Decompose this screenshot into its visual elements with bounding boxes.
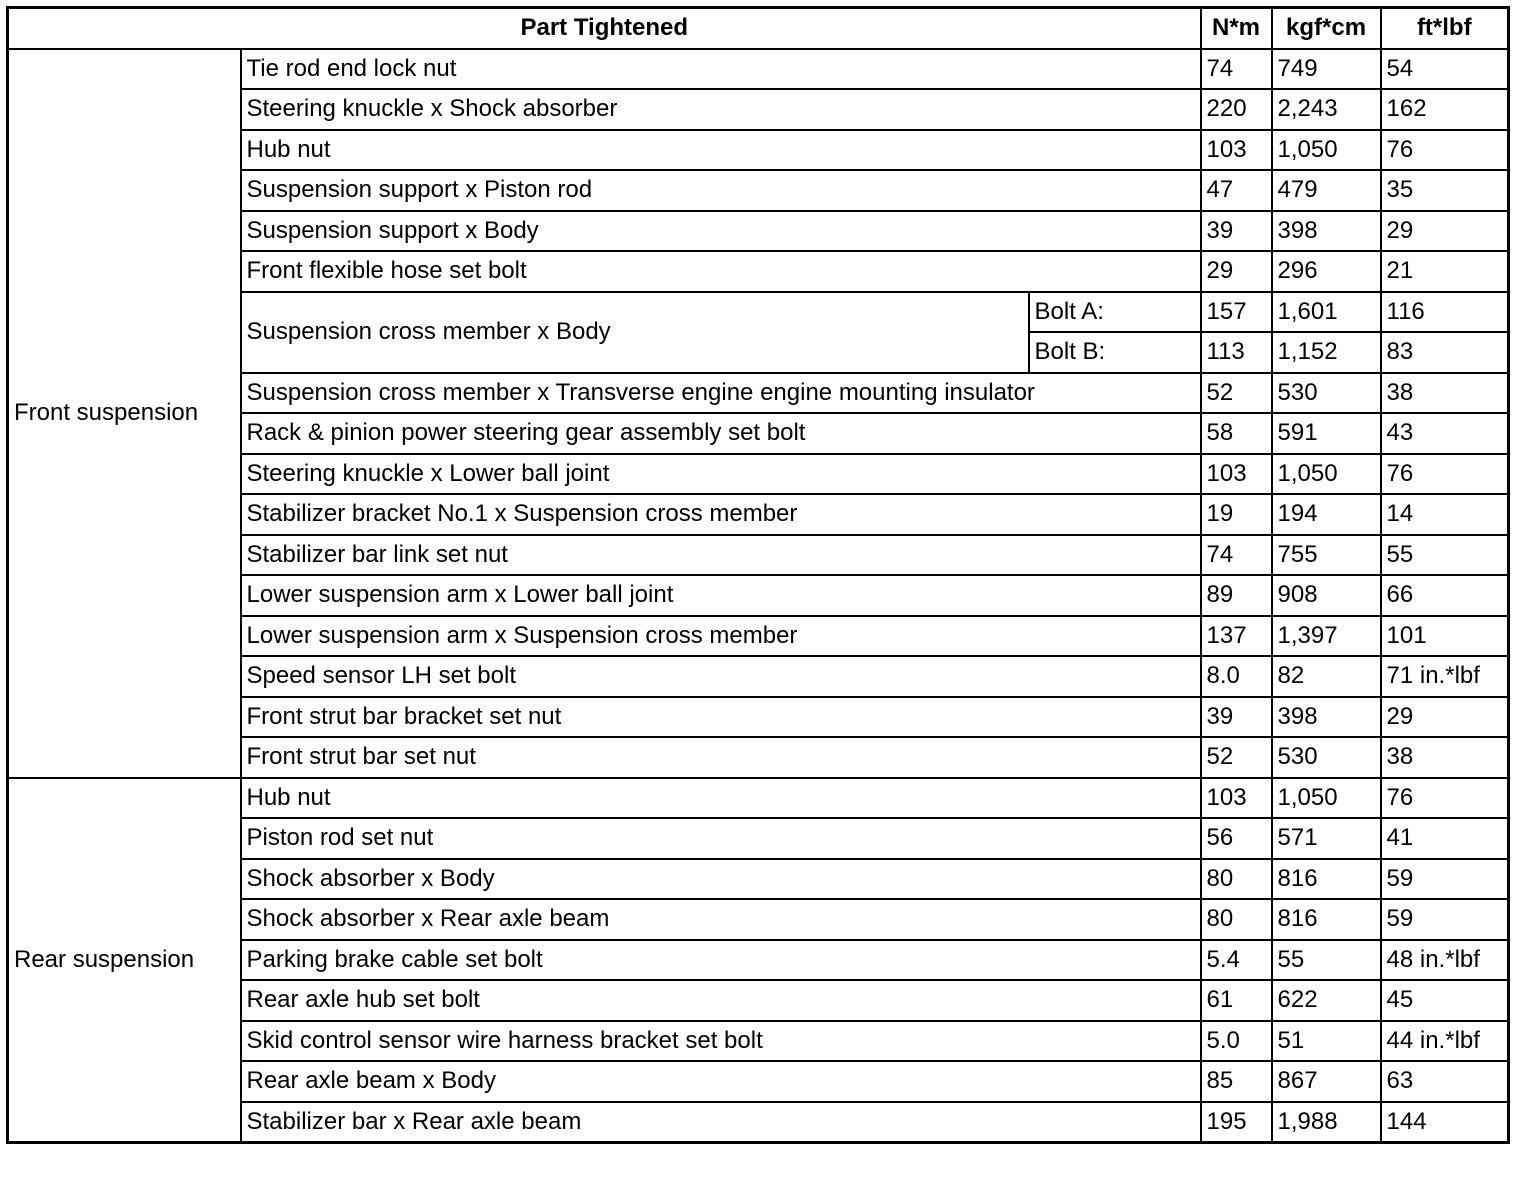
header-ftlbf: ft*lbf (1381, 8, 1509, 49)
nm-cell: 58 (1201, 413, 1272, 454)
part-cell: Rear axle beam x Body (241, 1061, 1201, 1102)
ftlbf-cell: 43 (1381, 413, 1509, 454)
kgfcm-cell: 1,050 (1272, 778, 1381, 819)
part-cell: Rear axle hub set bolt (241, 980, 1201, 1021)
nm-cell: 103 (1201, 778, 1272, 819)
kgfcm-cell: 55 (1272, 940, 1381, 981)
kgfcm-cell: 816 (1272, 859, 1381, 900)
part-cell: Piston rod set nut (241, 818, 1201, 859)
kgfcm-cell: 1,397 (1272, 616, 1381, 657)
group-rear-suspension: Rear suspension (8, 778, 241, 1143)
nm-cell: 74 (1201, 535, 1272, 576)
part-cell: Lower suspension arm x Suspension cross member (241, 616, 1201, 657)
nm-cell: 5.0 (1201, 1021, 1272, 1062)
part-cell: Stabilizer bracket No.1 x Suspension cross member (241, 494, 1201, 535)
ftlbf-cell: 54 (1381, 49, 1509, 90)
nm-cell: 220 (1201, 89, 1272, 130)
part-cell-cross-member-body: Suspension cross member x Body (241, 292, 1029, 373)
nm-cell: 157 (1201, 292, 1272, 333)
kgfcm-cell: 749 (1272, 49, 1381, 90)
nm-cell: 5.4 (1201, 940, 1272, 981)
group-front-suspension: Front suspension (8, 49, 241, 778)
kgfcm-cell: 82 (1272, 656, 1381, 697)
part-cell: Suspension support x Piston rod (241, 170, 1201, 211)
nm-cell: 52 (1201, 737, 1272, 778)
ftlbf-cell: 71 in.*lbf (1381, 656, 1509, 697)
header-part-tightened: Part Tightened (8, 8, 1201, 49)
part-cell: Suspension support x Body (241, 211, 1201, 252)
kgfcm-cell: 398 (1272, 211, 1381, 252)
kgfcm-cell: 908 (1272, 575, 1381, 616)
ftlbf-cell: 162 (1381, 89, 1509, 130)
kgfcm-cell: 755 (1272, 535, 1381, 576)
kgfcm-cell: 51 (1272, 1021, 1381, 1062)
ftlbf-cell: 63 (1381, 1061, 1509, 1102)
nm-cell: 8.0 (1201, 656, 1272, 697)
kgfcm-cell: 530 (1272, 737, 1381, 778)
nm-cell: 103 (1201, 130, 1272, 171)
nm-cell: 80 (1201, 899, 1272, 940)
nm-cell: 137 (1201, 616, 1272, 657)
ftlbf-cell: 83 (1381, 332, 1509, 373)
ftlbf-cell: 48 in.*lbf (1381, 940, 1509, 981)
ftlbf-cell: 14 (1381, 494, 1509, 535)
kgfcm-cell: 1,988 (1272, 1102, 1381, 1143)
kgfcm-cell: 591 (1272, 413, 1381, 454)
ftlbf-cell: 76 (1381, 130, 1509, 171)
part-cell: Steering knuckle x Shock absorber (241, 89, 1201, 130)
kgfcm-cell: 622 (1272, 980, 1381, 1021)
nm-cell: 29 (1201, 251, 1272, 292)
nm-cell: 80 (1201, 859, 1272, 900)
nm-cell: 39 (1201, 697, 1272, 738)
nm-cell: 113 (1201, 332, 1272, 373)
nm-cell: 61 (1201, 980, 1272, 1021)
kgfcm-cell: 2,243 (1272, 89, 1381, 130)
torque-spec-table (6, 6, 1510, 1144)
part-cell: Front strut bar bracket set nut (241, 697, 1201, 738)
ftlbf-cell: 41 (1381, 818, 1509, 859)
nm-cell: 19 (1201, 494, 1272, 535)
nm-cell: 103 (1201, 454, 1272, 495)
nm-cell: 85 (1201, 1061, 1272, 1102)
header-nm: N*m (1201, 8, 1272, 49)
part-cell: Front flexible hose set bolt (241, 251, 1201, 292)
nm-cell: 89 (1201, 575, 1272, 616)
part-cell: Rack & pinion power steering gear assembly set bolt (241, 413, 1201, 454)
ftlbf-cell: 44 in.*lbf (1381, 1021, 1509, 1062)
header-row (8, 8, 1509, 49)
part-cell: Hub nut (241, 130, 1201, 171)
ftlbf-cell: 59 (1381, 859, 1509, 900)
nm-cell: 74 (1201, 49, 1272, 90)
part-cell: Hub nut (241, 778, 1201, 819)
ftlbf-cell: 116 (1381, 292, 1509, 333)
kgfcm-cell: 571 (1272, 818, 1381, 859)
ftlbf-cell: 29 (1381, 211, 1509, 252)
ftlbf-cell: 76 (1381, 778, 1509, 819)
part-cell: Stabilizer bar x Rear axle beam (241, 1102, 1201, 1143)
part-cell: Suspension cross member x Transverse engine engine mounting insulator (241, 373, 1201, 414)
nm-cell: 56 (1201, 818, 1272, 859)
ftlbf-cell: 38 (1381, 737, 1509, 778)
kgfcm-cell: 1,152 (1272, 332, 1381, 373)
kgfcm-cell: 530 (1272, 373, 1381, 414)
part-cell: Steering knuckle x Lower ball joint (241, 454, 1201, 495)
part-cell: Parking brake cable set bolt (241, 940, 1201, 981)
kgfcm-cell: 1,050 (1272, 130, 1381, 171)
kgfcm-cell: 194 (1272, 494, 1381, 535)
part-cell: Tie rod end lock nut (241, 49, 1201, 90)
ftlbf-cell: 29 (1381, 697, 1509, 738)
part-cell: Skid control sensor wire harness bracket set bolt (241, 1021, 1201, 1062)
kgfcm-cell: 1,601 (1272, 292, 1381, 333)
ftlbf-cell: 55 (1381, 535, 1509, 576)
bolt-a-label: Bolt A: (1029, 292, 1201, 333)
kgfcm-cell: 1,050 (1272, 454, 1381, 495)
bolt-b-label: Bolt B: (1029, 332, 1201, 373)
ftlbf-cell: 45 (1381, 980, 1509, 1021)
part-cell: Shock absorber x Body (241, 859, 1201, 900)
ftlbf-cell: 101 (1381, 616, 1509, 657)
table-row (8, 49, 1509, 90)
kgfcm-cell: 398 (1272, 697, 1381, 738)
part-cell: Front strut bar set nut (241, 737, 1201, 778)
nm-cell: 47 (1201, 170, 1272, 211)
kgfcm-cell: 296 (1272, 251, 1381, 292)
ftlbf-cell: 59 (1381, 899, 1509, 940)
kgfcm-cell: 479 (1272, 170, 1381, 211)
part-cell: Speed sensor LH set bolt (241, 656, 1201, 697)
part-cell: Shock absorber x Rear axle beam (241, 899, 1201, 940)
ftlbf-cell: 76 (1381, 454, 1509, 495)
kgfcm-cell: 816 (1272, 899, 1381, 940)
nm-cell: 195 (1201, 1102, 1272, 1143)
ftlbf-cell: 144 (1381, 1102, 1509, 1143)
ftlbf-cell: 35 (1381, 170, 1509, 211)
header-kgfcm: kgf*cm (1272, 8, 1381, 49)
kgfcm-cell: 867 (1272, 1061, 1381, 1102)
nm-cell: 39 (1201, 211, 1272, 252)
ftlbf-cell: 66 (1381, 575, 1509, 616)
nm-cell: 52 (1201, 373, 1272, 414)
part-cell: Lower suspension arm x Lower ball joint (241, 575, 1201, 616)
part-cell: Stabilizer bar link set nut (241, 535, 1201, 576)
table-row (8, 778, 1509, 819)
ftlbf-cell: 21 (1381, 251, 1509, 292)
ftlbf-cell: 38 (1381, 373, 1509, 414)
